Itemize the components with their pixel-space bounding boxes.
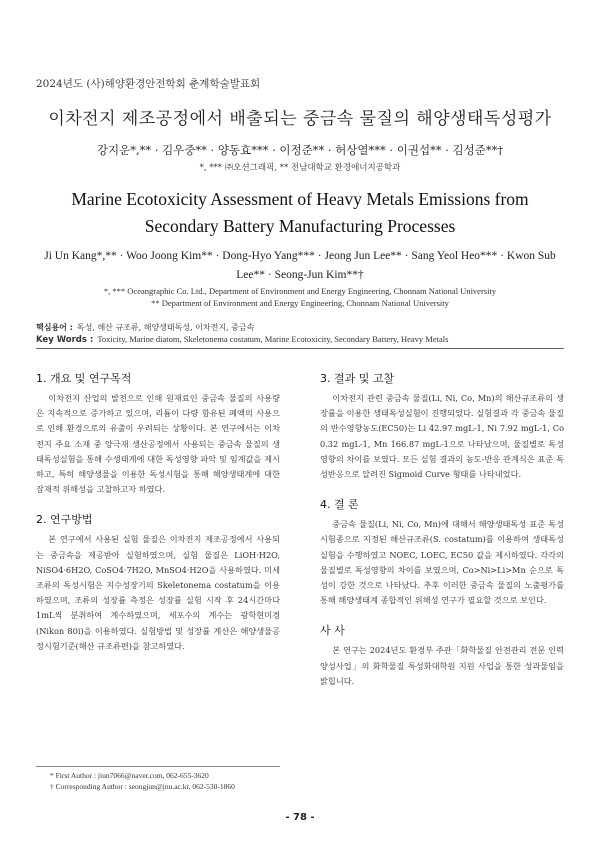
section-body: 이차전지 산업의 발전으로 인해 원재료인 중금속 물질의 사용량은 지속적으로 증가하고 있으며, 리튬이 다량 함유된 폐액의 사용으로 인해 환경으로의 유출이 우려되는 상황이다. 본 연구에서는 이차전지 주요 소재 중 양극재 생산공정에서 사용되는 중금속 물질의 생태독성실험을 통해 수생태계에 대한 독성영향 파악 및 임계값을 제시하고, 특히 해양생물을 이용한 독성시험을 통해 해양생태계에 대한 잠재적 위해성을 고찰하고자 하였다.: [36, 393, 280, 495]
conference-header: 2024년도 (사)해양환경안전학회 춘계학술발표회: [36, 78, 261, 90]
section-body: 본 연구에서 사용된 실험 물질은 이차전지 제조공정에서 사용되는 중금속을 제공받아 실험하였으며, 실험 물질은 LiOH·H2O, NiSO4·6H2O, CoSO4·7H2O, MnSO4·H2O을 사용하였다. 미세조류의 독성시험은 지수성장기의 Skeletonema costatum을 이용하였으며, 조류의 성장률 측정은 성장률 실험 시작 후 24시간마다 1mL씩 분취하여 계수하였으며, 세포수의 계수는 광학현미경(Nikon 80i)을 이용하였다. 실험방법 및 성장률 계산은 해양생물공정시험기준(해산 규조류편)을 참고하였다.: [36, 534, 280, 651]
section-heading: 사 사: [320, 624, 345, 638]
english-authors: Ji Un Kang*,** · Woo Joong Kim** · Dong-Hyo Yang*** · Jeong Jun Lee** · Sang Yeol Heo*** · Kwon Sub Lee** · Seong-Jun Kim**†: [44, 250, 556, 281]
section-heading: 2. 연구방법: [36, 513, 93, 527]
header-divider: [36, 348, 564, 349]
section-body: 본 연구는 2024년도 환경부 주관「화학물질 안전관리 전문 인력 양성사업」의 화학물질 특성화대학원 지원 사업을 통한 성과물임을 밝힙니다.: [320, 645, 564, 686]
footnote-divider: [36, 766, 280, 767]
english-affiliation-2: ** Department of Environment and Energy Engineering, Chonnam National University: [151, 298, 449, 308]
left-column: [36, 370, 280, 668]
english-affiliation-1: *, *** Oceangraphic Co. Ltd., Department of Environment and Energy Engineering, Chonnam National University: [103, 286, 497, 296]
korean-affiliation: *, *** ㈜오션그래픽, ** 전남대학교 환경에너지공학과: [199, 163, 401, 173]
footnote-corresponding-author: † Corresponding Author : seongjun@jnu.ac.kr, 062-530-1860: [50, 782, 235, 791]
korean-authors: 강지운*,** · 김우중** · 양동효*** · 이정준** · 허상열*** · 이권섭** · 김성준**†: [96, 143, 504, 157]
section-heading: 3. 결과 및 고찰: [320, 372, 395, 385]
keywords-english-text: Toxicity, Marine diatom, Skeletonema costatum, Marine Ecotoxicity, Secondary Battery, Heavy Metals: [97, 334, 449, 344]
footnote-first-author: * First Author : jiun7066@naver.com, 062-655-3620: [50, 771, 209, 780]
english-affiliations: [40, 285, 560, 309]
section-body: 중금속 물질(Li, Ni, Co, Mn)에 대해서 해양생태독성 표준 독성시험종으로 지정된 해산규조류(S. costatum)를 이용하여 생태독성실험을 수행하였고 NOEC, LOEC, EC50 값을 제시하였다. 각각의 물질별로 독성영향의 차이를 보였으며, Co>Ni>Li>Mn 순으로 독성이 강한 것으로 나타났다. 추후 이러한 중금속 물질의 노출평가를 통해 해양생태계 종합적인 위해성 연구가 필요할 것으로 보인다.: [320, 519, 564, 606]
korean-title: 이차전지 제조공정에서 배출되는 중금속 물질의 해양생태독성평가: [48, 109, 552, 129]
section-heading: 1. 개요 및 연구목적: [36, 372, 132, 385]
keywords-korean: [36, 322, 254, 333]
keywords-korean-text: 독성, 해산 규조류, 해양생태독성, 이차전지, 중금속: [76, 323, 255, 332]
keywords-english-label: Key Words :: [36, 335, 94, 345]
right-column: [320, 370, 564, 703]
section-heading: 4. 결 론: [320, 498, 359, 512]
section-body: 이차전지 관련 중금속 물질(Li, Ni, Co, Mn)의 해산규조류의 생장률을 이용한 생태독성실험이 진행되었다. 실험결과 각 중금속 물질의 반수영향농도(EC50)는 Li 42.97 mgL-1, Ni 7.92 mgL-1, Co 0.32 mgL-1, Mn 166.87 mgL-1으로 나타났으며, 물질별로 독성영향의 차이를 보였다. 모든 실험 결과의 농도-반응 관계식은 표준 독성반응으로 알려진 Sigmoid Curve 형태를 나타내었다.: [320, 393, 564, 480]
keywords-english: [36, 334, 448, 345]
page-number: - 78 -: [285, 812, 315, 823]
keywords-korean-label: 핵심용어 :: [36, 323, 73, 332]
english-title: Marine Ecotoxicity Assessment of Heavy Metals Emissions from Secondary Battery Manufacturing Processes: [71, 189, 529, 236]
